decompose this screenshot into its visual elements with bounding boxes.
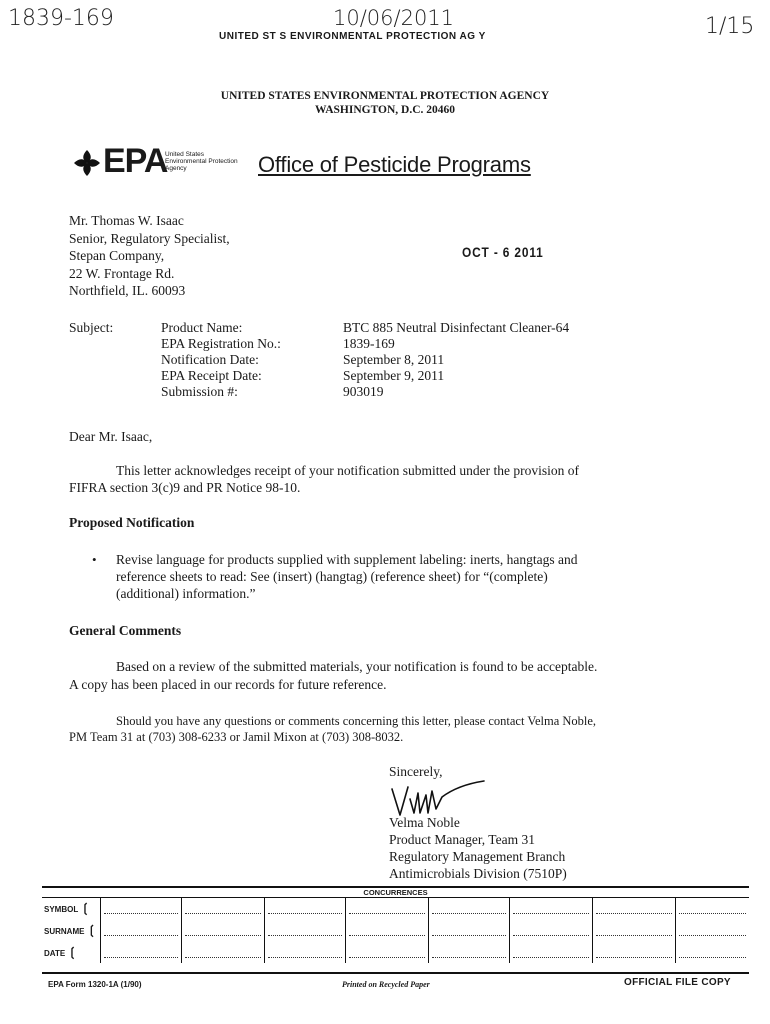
subject-field: Product Name: xyxy=(161,320,243,335)
proposed-bullet-text xyxy=(116,551,578,602)
form-cell[interactable] xyxy=(265,897,346,919)
recipient-address xyxy=(69,212,230,300)
general-line-1: Based on a review of the submitted materials, your notification is found to be acceptable. xyxy=(116,659,598,674)
form-cell[interactable] xyxy=(676,897,750,919)
row-label-date: DATE ❲ xyxy=(42,941,101,963)
intro-line-1: This letter acknowledges receipt of your notification submitted under the provision of xyxy=(116,463,580,478)
subject-value: 903019 xyxy=(343,384,384,399)
form-cell[interactable] xyxy=(346,941,429,963)
signer-division: Antimicrobials Division (7510P) xyxy=(389,866,567,881)
handwritten-page: 1/15 xyxy=(705,14,755,39)
address-line: Mr. Thomas W. Isaac xyxy=(69,213,184,228)
form-cell[interactable] xyxy=(265,941,346,963)
address-line: Northfield, IL. 60093 xyxy=(69,283,186,298)
row-label-symbol: SYMBOL ❲ xyxy=(42,897,101,919)
contact-line-2: PM Team 31 at (703) 308-6233 or Jamil Mixon at (703) 308-8032. xyxy=(69,730,404,744)
address-line: 22 W. Frontage Rd. xyxy=(69,265,175,281)
form-cell[interactable] xyxy=(593,919,676,941)
top-header: UNITED ST S ENVIRONMENTAL PROTECTION AG Y xyxy=(219,31,486,42)
address-line: Stepan Company, xyxy=(69,248,165,263)
contact-line-1: Should you have any questions or comments concerning this letter, please contact Velma Noble, xyxy=(116,714,597,728)
bullet-line: Revise language for products supplied with supplement labeling: inerts, hangtags and xyxy=(116,552,578,567)
subject-field: EPA Registration No.: xyxy=(161,336,281,351)
epa-logo-small-text xyxy=(165,151,238,172)
received-date-stamp: OCT - 6 2011 xyxy=(462,244,544,260)
form-cell[interactable] xyxy=(182,941,265,963)
subject-field: Notification Date: xyxy=(161,352,259,367)
form-bottom-rule xyxy=(42,972,749,974)
form-cell[interactable] xyxy=(101,897,182,919)
logo-text-line: Environmental Protection xyxy=(165,158,238,165)
handwritten-date: 10/06/2011 xyxy=(333,6,455,30)
epa-logo-mark: EPA xyxy=(103,142,168,180)
signature-scribble xyxy=(388,779,498,819)
general-heading: General Comments xyxy=(69,623,182,638)
row-label: SYMBOL xyxy=(44,905,79,914)
general-line-2: A copy has been placed in our records for future reference. xyxy=(69,677,387,692)
bullet-icon: • xyxy=(92,552,97,567)
signer-name: Velma Noble xyxy=(389,815,460,830)
signer-branch: Regulatory Management Branch xyxy=(389,849,566,864)
subject-field: Submission #: xyxy=(161,384,238,399)
row-label: DATE xyxy=(44,949,66,958)
closing-sincerely: Sincerely, xyxy=(389,764,443,779)
agency-location: WASHINGTON, D.C. 20460 xyxy=(314,104,456,116)
agency-name: UNITED STATES ENVIRONMENTAL PROTECTION AGENCY xyxy=(220,90,550,102)
concurrences-heading: CONCURRENCES xyxy=(363,888,428,897)
subject-value: BTC 885 Neutral Disinfectant Cleaner-64 xyxy=(343,320,570,335)
signer-title: Product Manager, Team 31 xyxy=(389,832,535,847)
logo-text-line: United States xyxy=(165,151,205,158)
subject-fields xyxy=(161,320,281,400)
row-label-surname: SURNAME ❲ xyxy=(42,919,101,941)
form-cell[interactable] xyxy=(101,941,182,963)
form-cell[interactable] xyxy=(593,941,676,963)
subject-field: EPA Receipt Date: xyxy=(161,368,262,383)
proposed-heading: Proposed Notification xyxy=(69,515,195,530)
form-cell[interactable] xyxy=(510,897,593,919)
recycled-note: Printed on Recycled Paper xyxy=(342,980,430,989)
subject-value: 1839-169 xyxy=(343,336,395,351)
handwritten-registration: 1839-169 xyxy=(8,6,114,31)
form-cell[interactable] xyxy=(676,919,750,941)
bullet-line: (additional) information.” xyxy=(116,586,256,601)
subject-value: September 8, 2011 xyxy=(343,352,445,367)
form-cell[interactable] xyxy=(182,897,265,919)
form-cell[interactable] xyxy=(429,941,510,963)
form-cell[interactable] xyxy=(346,897,429,919)
bullet-line: reference sheets to read: See (insert) (hangtag) (reference sheet) for “(complete) xyxy=(116,569,548,584)
form-cell[interactable] xyxy=(510,919,593,941)
form-number: EPA Form 1320-1A (1/90) xyxy=(48,980,142,989)
form-cell[interactable] xyxy=(593,897,676,919)
closing-block xyxy=(389,814,567,882)
form-cell[interactable] xyxy=(265,919,346,941)
subject-label: Subject: xyxy=(69,320,114,335)
form-cell[interactable] xyxy=(676,941,750,963)
table-row xyxy=(42,941,749,963)
row-label: SURNAME xyxy=(44,927,85,936)
salutation: Dear Mr. Isaac, xyxy=(69,429,153,444)
form-cell[interactable] xyxy=(346,919,429,941)
form-cell[interactable] xyxy=(429,897,510,919)
form-cell[interactable] xyxy=(101,919,182,941)
form-cell[interactable] xyxy=(429,919,510,941)
subject-value: September 9, 2011 xyxy=(343,368,445,383)
intro-line-2: FIFRA section 3(c)9 and PR Notice 98-10. xyxy=(69,480,301,495)
epa-flower-icon xyxy=(72,148,102,178)
epa-logo xyxy=(72,148,102,183)
form-cell[interactable] xyxy=(510,941,593,963)
office-title: Office of Pesticide Programs xyxy=(258,152,531,177)
subject-values xyxy=(343,320,569,400)
official-file-copy: OFFICIAL FILE COPY xyxy=(624,977,731,988)
concurrences-table xyxy=(42,897,749,963)
address-line: Senior, Regulatory Specialist, xyxy=(69,230,230,246)
table-row xyxy=(42,897,749,919)
form-cell[interactable] xyxy=(182,919,265,941)
logo-text-line: Agency xyxy=(165,165,187,172)
table-row xyxy=(42,919,749,941)
